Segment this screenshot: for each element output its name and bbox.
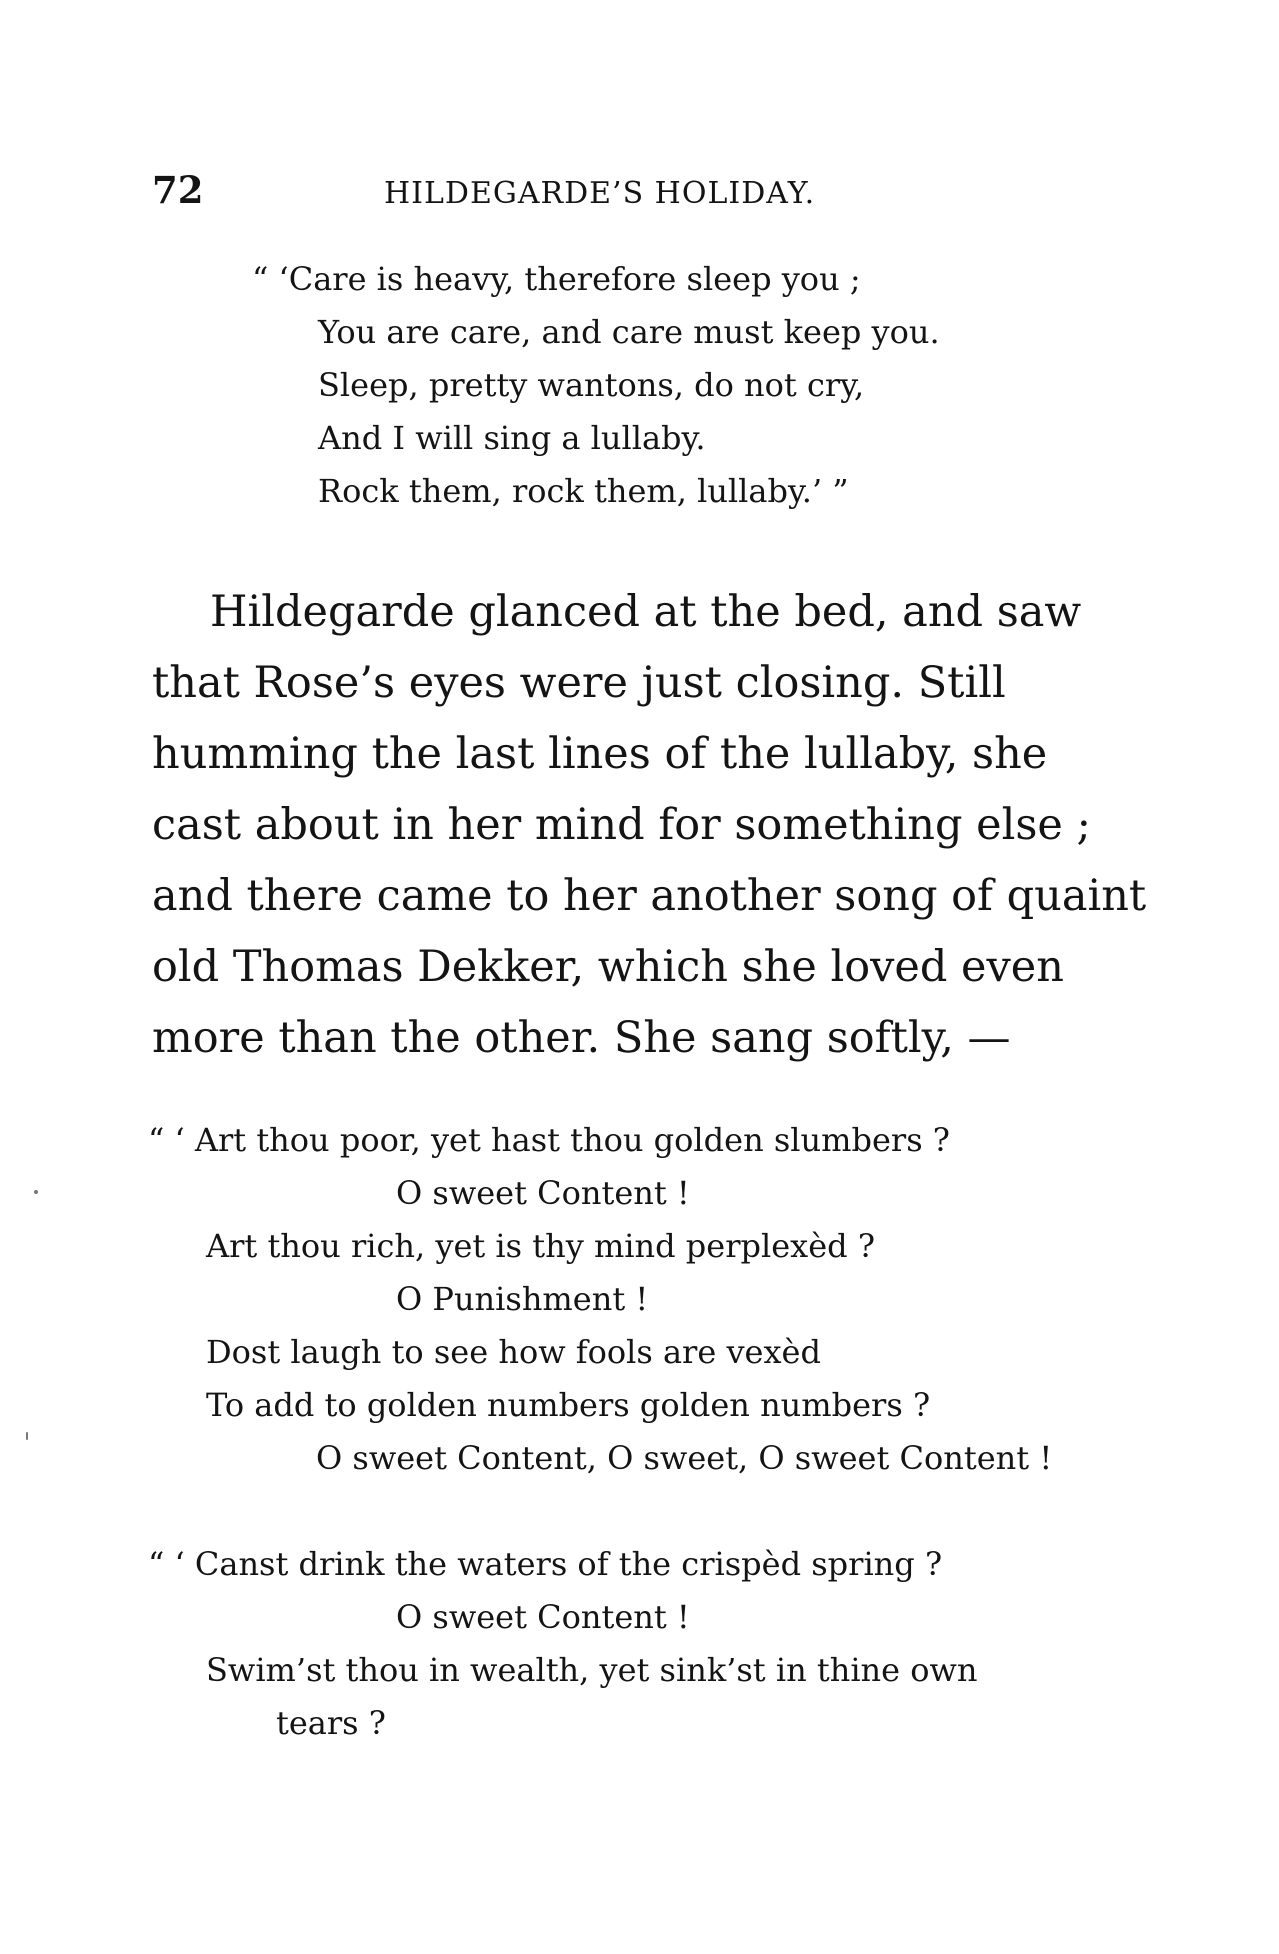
verse-line: Art thou rich, yet is thy mind perplexèd ? bbox=[206, 1227, 875, 1265]
verse-line: Swim’st thou in wealth, yet sink’st in thine own bbox=[206, 1651, 978, 1689]
verse-line: O Punishment ! bbox=[396, 1280, 649, 1318]
verse-line: Rock them, rock them, lullaby.’ ” bbox=[318, 472, 849, 510]
verse-line: “ ‘ Canst drink the waters of the crispèd spring ? bbox=[148, 1545, 943, 1583]
scan-speck bbox=[34, 1190, 38, 1194]
verse-line: And I will sing a lullaby. bbox=[318, 419, 706, 457]
verse-line: “ ‘ Art thou poor, yet hast thou golden slumbers ? bbox=[148, 1121, 950, 1159]
verse-line: O sweet Content ! bbox=[396, 1174, 690, 1212]
verse-line: O sweet Content ! bbox=[396, 1598, 690, 1636]
prose-line: more than the other. She sang softly, — bbox=[152, 1013, 1011, 1063]
page-number: 72 bbox=[152, 168, 204, 212]
prose-line: old Thomas Dekker, which she loved even bbox=[152, 942, 1064, 992]
prose-line: humming the last lines of the lullaby, she bbox=[152, 729, 1048, 779]
verse-line: Sleep, pretty wantons, do not cry, bbox=[318, 366, 865, 404]
verse-line: tears ? bbox=[276, 1704, 386, 1742]
running-title: HILDEGARDE’S HOLIDAY. bbox=[384, 176, 816, 211]
verse-line: “ ‘Care is heavy, therefore sleep you ; bbox=[252, 260, 861, 298]
verse-line: To add to golden numbers golden numbers ? bbox=[206, 1386, 931, 1424]
verse-line: Dost laugh to see how fools are vexèd bbox=[206, 1333, 821, 1371]
verse-line: You are care, and care must keep you. bbox=[318, 313, 940, 351]
prose-line: that Rose’s eyes were just closing. Still bbox=[152, 658, 1006, 708]
prose-line: cast about in her mind for something else ; bbox=[152, 800, 1092, 850]
verse-line: O sweet Content, O sweet, O sweet Content ! bbox=[316, 1439, 1053, 1477]
prose-line: Hildegarde glanced at the bed, and saw bbox=[210, 587, 1082, 637]
scan-speck bbox=[26, 1432, 28, 1440]
prose-line: and there came to her another song of quaint bbox=[152, 871, 1147, 921]
